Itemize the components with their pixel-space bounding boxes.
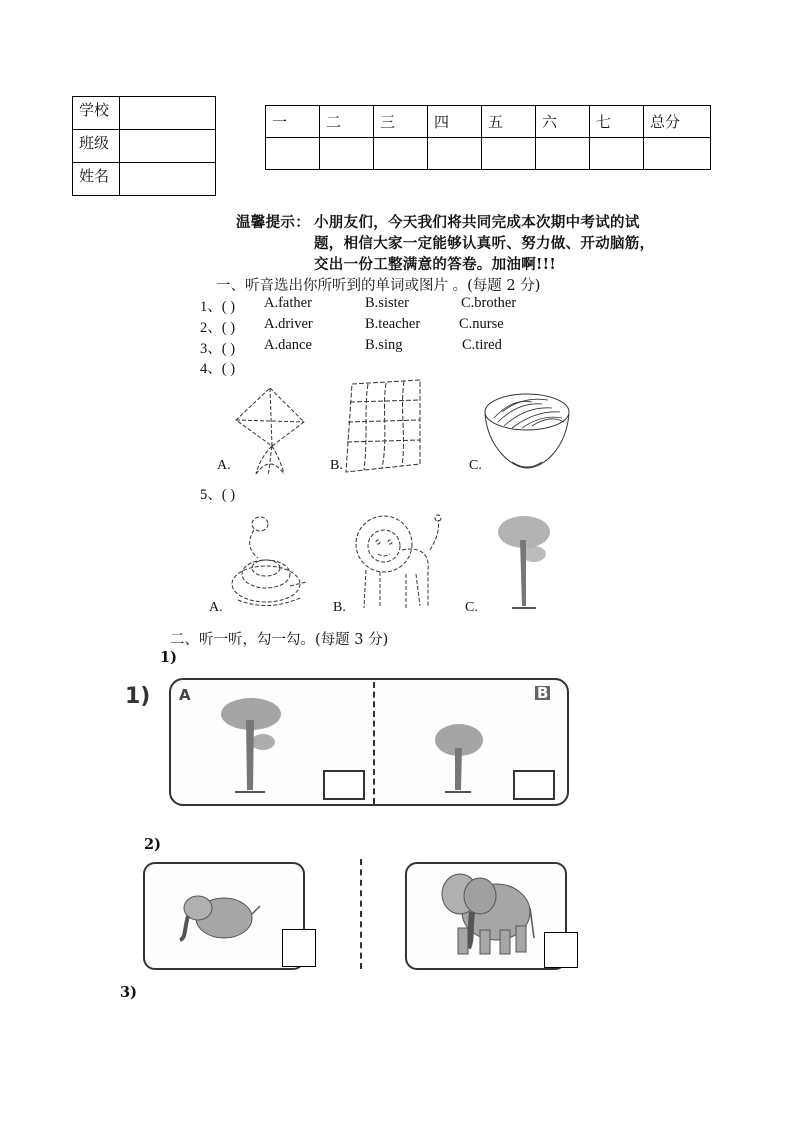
question-1: [200, 295, 600, 316]
score-header-row: [266, 106, 711, 138]
q4-option-b-label: B.: [330, 458, 343, 473]
item-1-card-group: [117, 678, 577, 813]
option-a: A.dance: [264, 337, 312, 353]
bowl-of-noodles-icon: [482, 388, 572, 472]
tip-line: 小朋友们，今天我们将共同完成本次期中考试的试: [314, 214, 640, 231]
info-label: 姓名: [73, 163, 120, 196]
score-cell[interactable]: [482, 138, 536, 170]
item-2-number: 2): [144, 836, 161, 853]
info-label: 学校: [73, 97, 120, 130]
choice-a-checkbox[interactable]: [323, 770, 365, 800]
tall-tree-icon: [217, 692, 287, 796]
question-number[interactable]: 5、( ): [200, 487, 236, 503]
name-field[interactable]: [120, 163, 216, 196]
score-header-total: 总分: [644, 106, 711, 138]
score-cell[interactable]: [428, 138, 482, 170]
tip-line: 题，相信大家一定能够认真听、努力做、开动脑筋，: [314, 235, 655, 252]
score-header: 二: [320, 106, 374, 138]
score-header: 六: [536, 106, 590, 138]
option-a: A.father: [264, 295, 312, 311]
option-b: B.sister: [365, 295, 409, 311]
option-b: B.teacher: [365, 316, 421, 332]
score-cell[interactable]: [266, 138, 320, 170]
item-1-number: 1): [160, 649, 177, 666]
option-b: B.sing: [365, 337, 403, 353]
lion-icon: [350, 510, 450, 614]
tip-label: 温馨提示：: [236, 214, 310, 231]
choice-a-tag: A: [179, 686, 191, 704]
question-number[interactable]: 3、( ): [200, 341, 236, 357]
tip-body: [314, 212, 679, 275]
class-field[interactable]: [120, 130, 216, 163]
score-value-row: [266, 138, 711, 170]
q4-option-a-label: A.: [217, 458, 231, 473]
small-elephant-checkbox[interactable]: [282, 929, 316, 967]
chocolate-bar-icon: [342, 378, 424, 474]
option-c: C.tired: [462, 337, 502, 353]
score-header: 四: [428, 106, 482, 138]
score-header: 七: [590, 106, 644, 138]
question-number[interactable]: 4、( ): [200, 361, 236, 377]
info-row-school: [73, 97, 216, 130]
section1-title: 一、听音选出你所听到的单词或图片 。(每题 2 分): [216, 278, 541, 294]
question-number[interactable]: 2、( ): [200, 320, 236, 336]
score-cell[interactable]: [320, 138, 374, 170]
q5-option-c-label: C.: [465, 600, 478, 615]
short-tree-icon: [431, 720, 487, 796]
info-row-name: [73, 163, 216, 196]
question-number[interactable]: 1、( ): [200, 299, 236, 315]
score-table: [265, 105, 711, 170]
tree-icon: [490, 510, 560, 612]
score-header: 五: [482, 106, 536, 138]
item-1-inner-number: 1): [125, 684, 151, 709]
divider-dashed: [373, 682, 375, 804]
score-header: 一: [266, 106, 320, 138]
option-a: A.driver: [264, 316, 313, 332]
big-elephant-checkbox[interactable]: [544, 932, 578, 968]
score-cell[interactable]: [536, 138, 590, 170]
info-row-class: [73, 130, 216, 163]
q4-option-c-label: C.: [469, 458, 482, 473]
choice-b-checkbox[interactable]: [513, 770, 555, 800]
divider-dashed: [360, 859, 362, 969]
q5-option-a-label: A.: [209, 600, 223, 615]
item-3-number: 3): [120, 984, 137, 1001]
school-field[interactable]: [120, 97, 216, 130]
question-4: [200, 357, 300, 378]
q5-option-b-label: B.: [333, 600, 346, 615]
student-info-table: [72, 96, 216, 196]
snake-icon: [228, 512, 308, 612]
question-2: [200, 316, 600, 337]
big-elephant-icon: [438, 868, 538, 960]
small-elephant-icon: [176, 890, 262, 946]
tip-line: 交出一份工整满意的答卷。加油啊!!!: [314, 256, 556, 273]
kite-icon: [232, 384, 312, 476]
choice-b-tag: B: [537, 684, 549, 702]
question-5: [200, 483, 300, 504]
score-header: 三: [374, 106, 428, 138]
score-cell[interactable]: [590, 138, 644, 170]
info-label: 班级: [73, 130, 120, 163]
score-cell[interactable]: [374, 138, 428, 170]
option-c: C.nurse: [459, 316, 504, 332]
question-3: [200, 337, 600, 358]
option-c: C.brother: [461, 295, 517, 311]
section2-title: 二、听一听，勾一勾。(每题 3 分): [170, 632, 389, 648]
score-cell-total[interactable]: [644, 138, 711, 170]
